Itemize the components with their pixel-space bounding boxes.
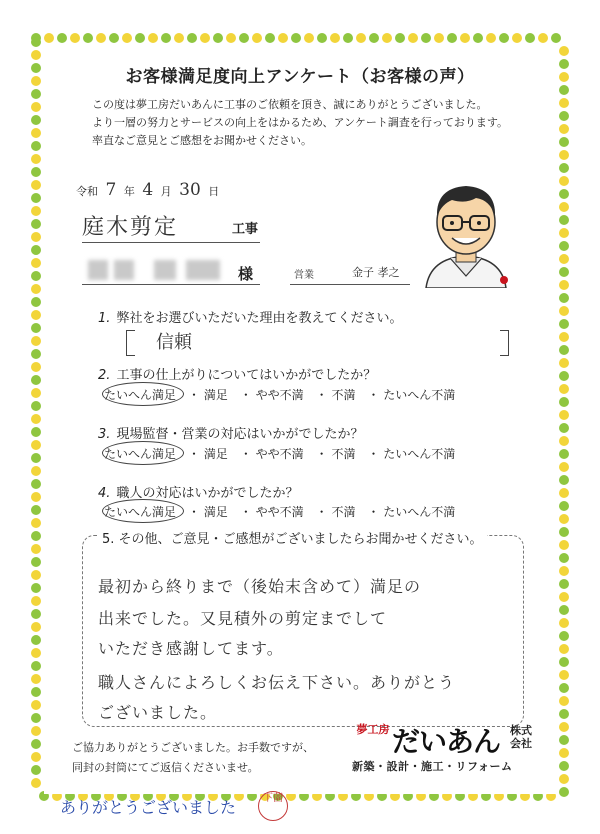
border-dot	[559, 449, 569, 459]
border-dot	[559, 267, 569, 277]
comment-line: 出来でした。又見積外の剪定までして	[98, 609, 388, 628]
staff-avatar-illustration	[416, 176, 516, 288]
border-dot	[31, 440, 41, 450]
border-dot	[213, 33, 223, 43]
border-dot	[31, 375, 41, 385]
border-dot	[252, 33, 262, 43]
border-dot	[31, 154, 41, 164]
border-dot	[559, 410, 569, 420]
border-dot	[559, 748, 569, 758]
intro-line: 率直なご意見とご感想をお聞かせください。	[92, 134, 312, 147]
border-dot	[559, 618, 569, 628]
answer-bracket-right	[500, 330, 509, 356]
comment-line: 最初から終りまで（後始末含めて）満足の	[98, 577, 422, 596]
border-dot	[31, 89, 41, 99]
question-number: 1.	[98, 311, 111, 326]
border-dot	[486, 33, 496, 43]
company-tagline: 新築・設計・施工・リフォーム	[352, 760, 513, 773]
border-dot	[31, 414, 41, 424]
border-dot	[31, 232, 41, 242]
border-dot	[559, 735, 569, 745]
border-dot	[31, 752, 41, 762]
border-dot	[70, 33, 80, 43]
border-dot	[395, 33, 405, 43]
border-dot	[31, 596, 41, 606]
question-number: 4.	[98, 486, 111, 501]
border-dot	[559, 774, 569, 784]
border-dot	[559, 566, 569, 576]
border-dot	[559, 98, 569, 108]
border-dot	[538, 33, 548, 43]
question-text: 現場監督・営業の対応はいかがでしたか？	[116, 427, 364, 442]
date-day-unit: 日	[208, 185, 220, 198]
question-1	[98, 307, 403, 326]
border-dot	[31, 713, 41, 723]
border-dot	[559, 46, 569, 56]
date-day: 30	[179, 180, 201, 200]
border-dot	[559, 384, 569, 394]
sales-name: 金子 孝之	[352, 266, 400, 279]
customer-suffix: 様	[238, 265, 254, 283]
work-value: 庭木剪定	[82, 215, 179, 240]
border-dot	[559, 462, 569, 472]
border-dot	[31, 622, 41, 632]
border-dot	[460, 33, 470, 43]
answer-1: 信頼	[156, 332, 192, 353]
date-month: 4	[142, 180, 154, 200]
border-dot	[31, 661, 41, 671]
border-dot	[31, 128, 41, 138]
border-dot	[31, 284, 41, 294]
comment-line: 職人さんによろしくお伝え下さい。ありがとう	[98, 673, 456, 692]
question-number: 2.	[98, 368, 111, 383]
border-dot	[559, 176, 569, 186]
border-dot	[559, 254, 569, 264]
selected-circle	[102, 382, 184, 406]
border-dot	[559, 137, 569, 147]
border-dot	[559, 345, 569, 355]
answer-bracket-left	[126, 330, 135, 356]
border-dot	[31, 531, 41, 541]
border-dot	[559, 397, 569, 407]
border-dot	[83, 33, 93, 43]
footer-line: ご協力ありがとうございました。お手数ですが、	[72, 741, 314, 754]
border-dot	[31, 401, 41, 411]
border-dot	[31, 518, 41, 528]
border-dot	[31, 453, 41, 463]
border-dot	[31, 570, 41, 580]
border-dot	[473, 33, 483, 43]
border-dot	[559, 553, 569, 563]
border-dot	[559, 332, 569, 342]
options-3: たいへん満足 ・ 満足 ・ やや不満 ・ 不満 ・ たいへん不満	[104, 447, 456, 461]
question-2	[98, 364, 376, 383]
border-dot	[31, 687, 41, 697]
intro-text	[92, 96, 532, 150]
border-dot	[559, 371, 569, 381]
logo-mark: 夢工房	[356, 723, 390, 736]
border-dot	[148, 33, 158, 43]
redacted-name	[114, 260, 134, 280]
selected-circle	[102, 441, 184, 465]
question-text: 工事の仕上がりについてはいかがでしたか？	[116, 368, 377, 383]
border-dot	[291, 33, 301, 43]
border-dot	[559, 423, 569, 433]
border-dot	[559, 722, 569, 732]
border-dot	[278, 33, 288, 43]
border-dot	[559, 306, 569, 316]
selected-circle	[102, 499, 184, 523]
border-dot	[31, 193, 41, 203]
date-year-unit: 年	[123, 185, 135, 198]
border-dot	[31, 271, 41, 281]
border-dot	[559, 280, 569, 290]
border-dot	[317, 33, 327, 43]
border-dot	[31, 167, 41, 177]
border-dot	[31, 557, 41, 567]
border-dot	[559, 657, 569, 667]
question-text: 弊社をお選びいただいた理由を教えてください。	[116, 311, 403, 326]
border-dot	[559, 631, 569, 641]
border-dot	[31, 479, 41, 489]
border-dot	[31, 544, 41, 554]
border-dot	[31, 310, 41, 320]
work-field	[82, 210, 260, 243]
question-number: 3.	[98, 427, 111, 442]
border-dot	[559, 475, 569, 485]
border-dot	[31, 726, 41, 736]
border-dot	[559, 215, 569, 225]
border-dot	[31, 609, 41, 619]
redacted-name	[88, 260, 108, 280]
border-dot	[31, 180, 41, 190]
border-dot	[559, 488, 569, 498]
date-year: 7	[105, 180, 117, 200]
border-dot	[31, 336, 41, 346]
border-dot	[559, 761, 569, 771]
name-stamp: 下薗	[258, 791, 288, 821]
comment-line: いただき感謝してます。	[98, 639, 284, 658]
comment-box	[82, 535, 524, 727]
question-3	[98, 423, 364, 442]
border-dot	[200, 33, 210, 43]
question-4	[98, 482, 299, 501]
border-dot	[559, 787, 569, 797]
border-dot	[559, 605, 569, 615]
border-dot	[31, 505, 41, 515]
intro-line: より一層の努力とサービスの向上をはかるため、アンケート調査を行っております。	[92, 116, 509, 129]
border-dot	[559, 501, 569, 511]
footer-text	[72, 738, 314, 778]
date-era: 令和	[76, 185, 98, 198]
handwritten-thanks: ありがとうございました	[60, 798, 237, 817]
border-dot	[109, 33, 119, 43]
border-dot	[559, 241, 569, 251]
border-dot	[559, 163, 569, 173]
border-dot	[174, 33, 184, 43]
border-dot	[31, 674, 41, 684]
border-dot	[31, 206, 41, 216]
customer-name-field	[82, 258, 260, 285]
border-dot	[31, 258, 41, 268]
border-dot	[31, 50, 41, 60]
border-dot	[31, 115, 41, 125]
border-dot	[356, 33, 366, 43]
border-dot	[559, 293, 569, 303]
question-5	[98, 528, 487, 547]
border-dot	[57, 33, 67, 43]
border-dot	[559, 150, 569, 160]
border-dot	[31, 297, 41, 307]
border-dot	[559, 527, 569, 537]
border-dot	[559, 644, 569, 654]
border-dot	[330, 33, 340, 43]
border-dot	[559, 124, 569, 134]
border-dot	[551, 33, 561, 43]
border-dot	[421, 33, 431, 43]
border-dot	[559, 358, 569, 368]
border-dot	[559, 111, 569, 121]
border-dot	[31, 427, 41, 437]
border-dot	[512, 33, 522, 43]
border-dot	[31, 700, 41, 710]
comment-line: ございました。	[98, 703, 218, 722]
border-dot	[122, 33, 132, 43]
border-dot	[434, 33, 444, 43]
corp-suffix: 株式会社	[510, 724, 532, 750]
company-logo: だいあん	[392, 725, 501, 758]
border-dot	[559, 202, 569, 212]
border-dot	[31, 349, 41, 359]
work-suffix: 工事	[231, 222, 258, 237]
border-dot	[31, 388, 41, 398]
border-dot	[369, 33, 379, 43]
border-dot	[31, 765, 41, 775]
border-dot	[239, 33, 249, 43]
border-dot	[31, 492, 41, 502]
border-dot	[31, 466, 41, 476]
question-number: 5.	[102, 532, 115, 547]
border-dot	[304, 33, 314, 43]
intro-line: この度は夢工房だいあんに工事のご依頼を頂き、誠にありがとうございました。	[92, 98, 488, 111]
border-dot	[31, 648, 41, 658]
border-dot	[31, 583, 41, 593]
border-dot	[31, 102, 41, 112]
border-dot	[31, 141, 41, 151]
border-dot	[161, 33, 171, 43]
border-dot	[96, 33, 106, 43]
border-dot	[559, 228, 569, 238]
border-dot	[559, 579, 569, 589]
border-dot	[559, 670, 569, 680]
border-dot	[559, 696, 569, 706]
border-dot	[343, 33, 353, 43]
border-dot	[135, 33, 145, 43]
sales-underline	[290, 284, 410, 285]
border-dot	[31, 245, 41, 255]
border-dot	[31, 37, 41, 47]
border-dot	[187, 33, 197, 43]
border-dot	[559, 709, 569, 719]
redacted-name	[154, 260, 176, 280]
page-title: お客様満足度向上アンケート（お客様の声）	[125, 67, 475, 87]
question-text: 職人の対応はいかがでしたか？	[116, 486, 299, 501]
border-dot	[408, 33, 418, 43]
border-dot	[382, 33, 392, 43]
border-dot	[31, 362, 41, 372]
border-dot	[559, 592, 569, 602]
border-dot	[559, 319, 569, 329]
border-dot	[447, 33, 457, 43]
border-dot	[31, 219, 41, 229]
redacted-name	[186, 260, 220, 280]
date-month-unit: 月	[160, 185, 172, 198]
border-dot	[31, 323, 41, 333]
options-2: たいへん満足 ・ 満足 ・ やや不満 ・ 不満 ・ たいへん不満	[104, 388, 456, 402]
border-dot	[559, 683, 569, 693]
options-4: たいへん満足 ・ 満足 ・ やや不満 ・ 不満 ・ たいへん不満	[104, 505, 456, 519]
border-dot	[31, 635, 41, 645]
border-dot	[559, 436, 569, 446]
border-dot	[559, 514, 569, 524]
date-field	[76, 180, 219, 200]
footer-line: 同封の封筒にてご返信くださいませ。	[72, 761, 259, 774]
question-text: その他、ご意見・ご感想がございましたらお聞かせください。	[118, 532, 483, 547]
border-dot	[559, 189, 569, 199]
border-dot	[44, 33, 54, 43]
border-dot	[525, 33, 535, 43]
border-dot	[265, 33, 275, 43]
sales-label: 営業	[294, 270, 314, 281]
border-dot	[31, 739, 41, 749]
border-dot	[226, 33, 236, 43]
border-dot	[559, 540, 569, 550]
border-dot	[31, 778, 41, 788]
border-dot	[499, 33, 509, 43]
